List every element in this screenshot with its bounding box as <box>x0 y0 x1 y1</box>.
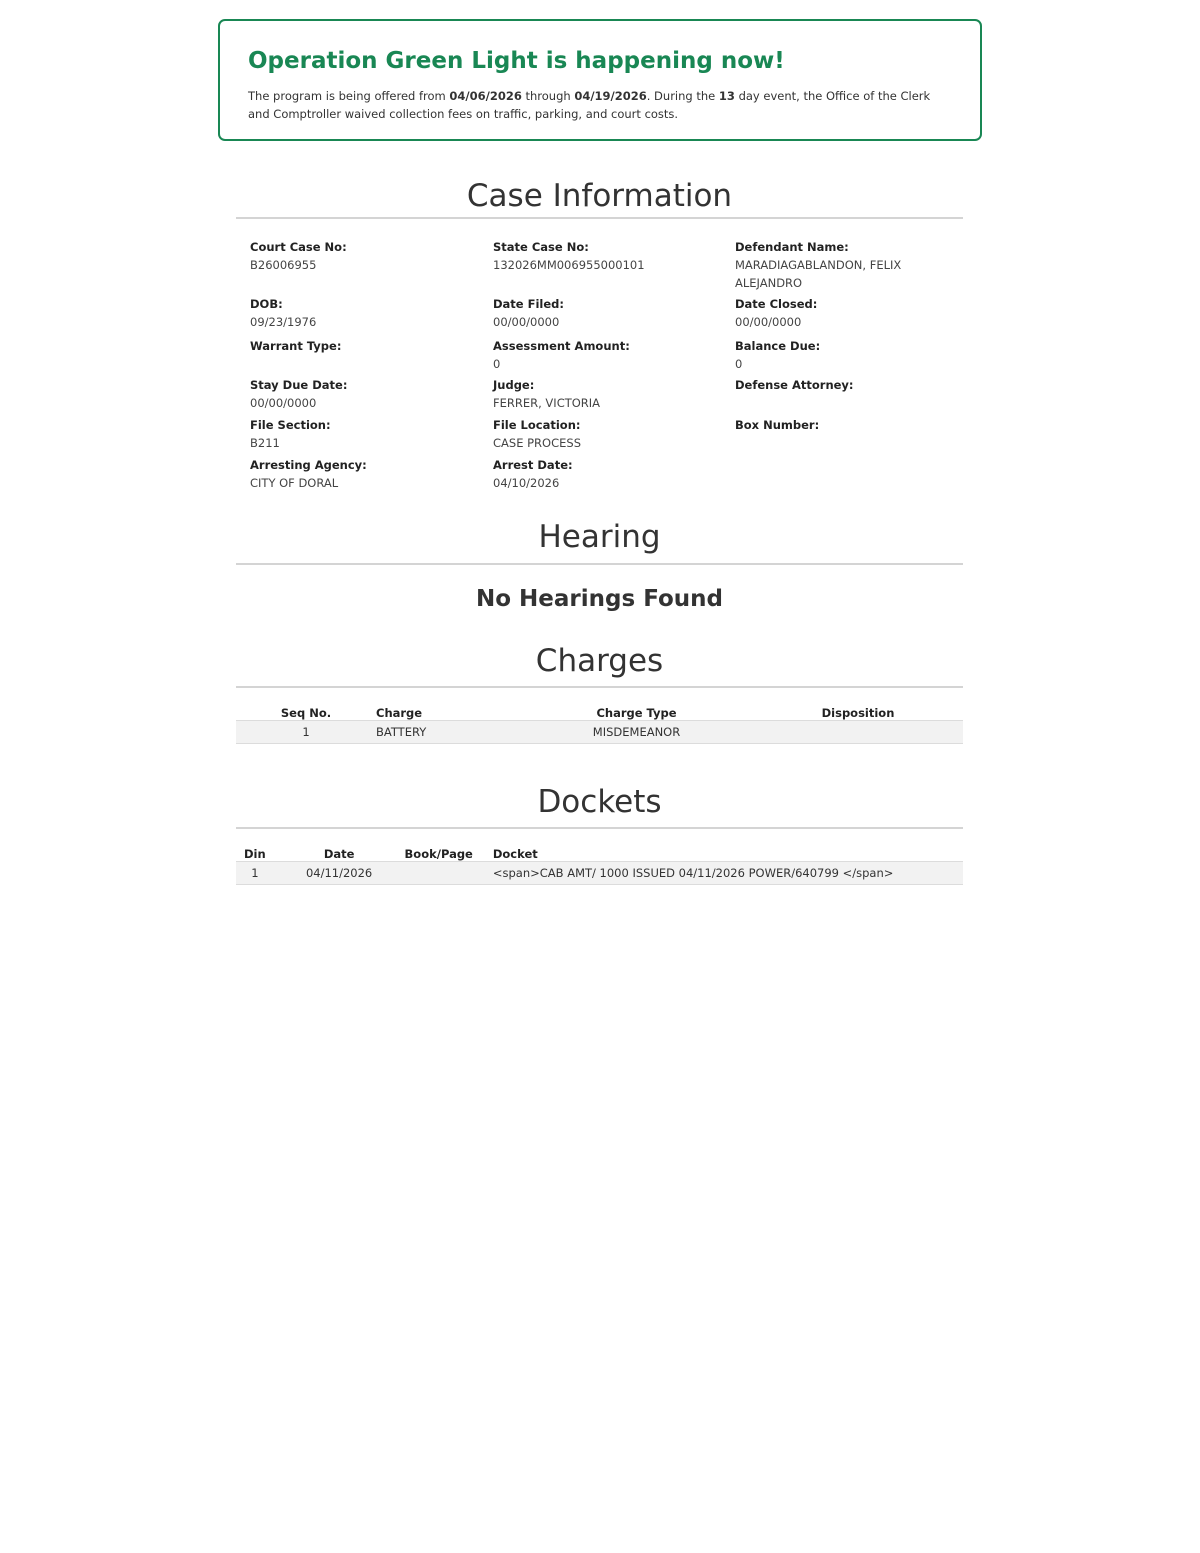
field-file-location <box>493 416 713 452</box>
cell-docket: <span>CAB AMT/ 1000 ISSUED 04/11/2026 POWER/640799 </span> <box>473 862 963 885</box>
col-book-page: Book/Page <box>404 847 473 861</box>
banner-text-part: through <box>521 89 575 103</box>
charges-header-row <box>236 698 963 721</box>
cell-seq-no: 1 <box>236 721 376 744</box>
field-arrest-date <box>493 456 713 492</box>
field-balance-due <box>735 337 930 373</box>
hearing-divider <box>236 563 963 565</box>
cell-book-page <box>405 862 473 885</box>
field-label: Assessment Amount: <box>493 339 630 353</box>
field-label: Warrant Type: <box>250 339 342 353</box>
field-value: FERRER, VICTORIA <box>493 396 601 410</box>
field-assessment-amount <box>493 337 713 373</box>
field-label: Defense Attorney: <box>735 378 854 392</box>
dockets-divider <box>236 827 963 829</box>
banner-end-date: 04/19/2026 <box>574 89 647 103</box>
field-label: Defendant Name: <box>735 240 849 254</box>
field-judge <box>493 376 713 412</box>
field-label: Balance Due: <box>735 339 821 353</box>
case-information-title: Case Information <box>466 178 733 214</box>
banner-title: Operation Green Light is happening now! <box>248 48 785 74</box>
field-label: Arrest Date: <box>493 458 573 472</box>
field-warrant-type <box>250 337 470 355</box>
banner-text <box>248 87 952 123</box>
charges-divider <box>236 686 963 688</box>
banner-days: 13 <box>718 89 735 103</box>
field-dob <box>250 295 470 331</box>
dockets-title: Dockets <box>537 784 662 820</box>
cell-charge: BATTERY <box>376 721 520 744</box>
charges-table <box>236 698 963 744</box>
field-label: Date Filed: <box>493 297 564 311</box>
cell-disposition <box>753 721 963 744</box>
field-label: Date Closed: <box>735 297 818 311</box>
field-arresting-agency <box>250 456 470 492</box>
field-date-closed <box>735 295 930 331</box>
dockets-table <box>236 839 963 885</box>
cell-charge-type: MISDEMEANOR <box>520 721 753 744</box>
table-row <box>236 721 963 744</box>
cell-date: 04/11/2026 <box>274 862 405 885</box>
field-label: Arresting Agency: <box>250 458 367 472</box>
col-disposition: Disposition <box>821 706 895 720</box>
field-value: B26006955 <box>250 258 317 272</box>
field-defendant-name <box>735 238 930 292</box>
field-label: Court Case No: <box>250 240 347 254</box>
table-row <box>236 862 963 885</box>
field-value: 00/00/0000 <box>493 315 560 329</box>
col-din: Din <box>244 847 266 861</box>
case-information-divider <box>236 217 963 219</box>
no-hearings-message: No Hearings Found <box>476 586 723 612</box>
col-docket: Docket <box>492 847 538 861</box>
field-value: CITY OF DORAL <box>250 476 339 490</box>
field-label: Judge: <box>493 378 535 392</box>
field-file-section <box>250 416 470 452</box>
col-charge-type: Charge Type <box>596 706 677 720</box>
banner-text-part: The program is being offered from <box>248 89 450 103</box>
field-value: 0 <box>735 357 743 371</box>
banner-text-part: . During the <box>646 89 719 103</box>
hearing-title: Hearing <box>538 519 661 555</box>
field-value: 00/00/0000 <box>735 315 802 329</box>
col-charge: Charge <box>376 706 423 720</box>
field-defense-attorney <box>735 376 930 394</box>
field-state-case-no <box>493 238 713 274</box>
cell-din: 1 <box>236 862 274 885</box>
field-label: File Location: <box>493 418 581 432</box>
field-value: 132026MM006955000101 <box>493 258 645 272</box>
field-stay-due-date <box>250 376 470 412</box>
field-box-number <box>735 416 930 434</box>
field-value: B211 <box>250 436 280 450</box>
field-label: Box Number: <box>735 418 820 432</box>
field-value: MARADIAGABLANDON, FELIX ALEJANDRO <box>735 258 902 290</box>
field-value: 00/00/0000 <box>250 396 317 410</box>
operation-green-light-banner <box>218 19 982 141</box>
field-value: 04/10/2026 <box>493 476 560 490</box>
banner-text-part: day event, the Office of the Clerk and Comptroller waived collection fees on traffic, parking, and court costs. <box>248 89 931 121</box>
field-label: File Section: <box>250 418 331 432</box>
col-date: Date <box>323 847 355 861</box>
dockets-header-row <box>236 839 963 862</box>
field-label: Stay Due Date: <box>250 378 348 392</box>
field-label: DOB: <box>250 297 283 311</box>
field-date-filed <box>493 295 713 331</box>
col-seq-no: Seq No. <box>280 706 332 720</box>
field-value: CASE PROCESS <box>493 436 581 450</box>
field-value: 0 <box>493 357 501 371</box>
banner-start-date: 04/06/2026 <box>449 89 522 103</box>
field-court-case-no <box>250 238 470 274</box>
field-label: State Case No: <box>493 240 589 254</box>
charges-title: Charges <box>535 643 664 679</box>
field-value: 09/23/1976 <box>250 315 317 329</box>
